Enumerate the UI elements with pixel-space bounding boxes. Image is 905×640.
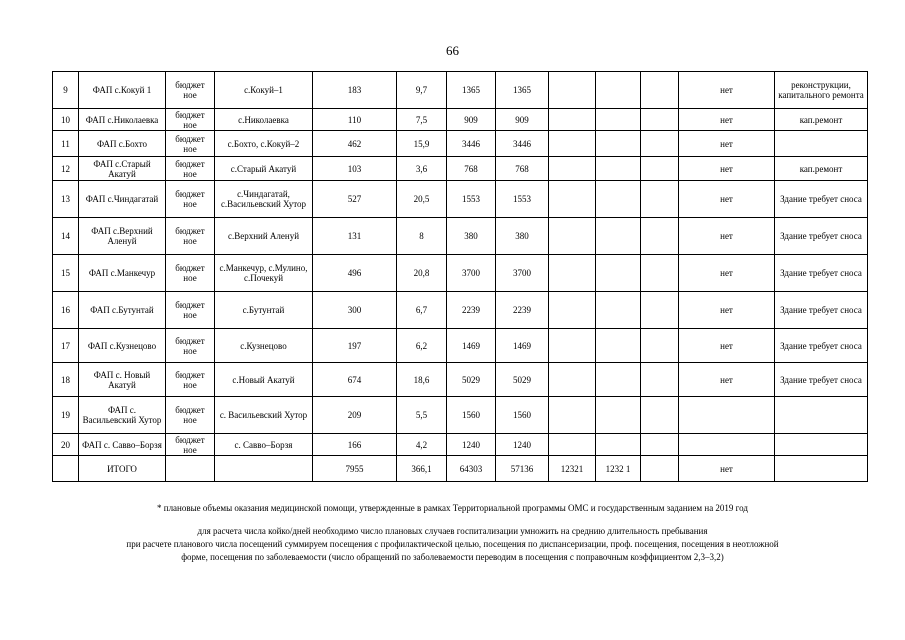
condition-note-cell [775,131,868,157]
budget-type-cell: бюджет ное [166,363,215,397]
indicator-4-cell: 380 [496,218,549,255]
row-number-cell: 10 [53,109,79,131]
indicator-5-cell [549,397,596,434]
indicator-2-cell: 18,6 [397,363,447,397]
table-row [53,157,868,181]
page-number: 66 [446,43,459,58]
table-row [53,181,868,218]
availability-cell: нет [679,131,775,157]
indicator-4-cell: 1553 [496,181,549,218]
total-row [53,456,868,482]
indicator-3-cell: 1560 [447,397,496,434]
budget-type-cell: бюджет ное [166,434,215,456]
row-number-cell: 16 [53,292,79,329]
indicator-5-cell [549,434,596,456]
indicator-6-cell [596,157,641,181]
budget-type-cell: бюджет ное [166,72,215,109]
indicator-3-cell: 1553 [447,181,496,218]
settlement-name-cell: с.Манкечур, с.Мулино, с.Почекуй [215,255,313,292]
population-cell: 527 [313,181,397,218]
settlement-name-cell: с.Бутунтай [215,292,313,329]
budget-type-cell: бюджет ное [166,157,215,181]
indicator-5-cell: 12321 [549,456,596,482]
indicator-5-cell [549,109,596,131]
indicator-5-cell [549,181,596,218]
indicator-2-cell: 6,2 [397,329,447,363]
availability-cell: нет [679,255,775,292]
facility-name-cell: ФАП с.Старый Акатуй [79,157,166,181]
facility-name-cell: ФАП с.Чиндагатай [79,181,166,218]
population-cell: 197 [313,329,397,363]
facility-name-cell: ФАП с.Бутунтай [79,292,166,329]
availability-cell: нет [679,292,775,329]
population-cell: 674 [313,363,397,397]
budget-type-cell: бюджет ное [166,255,215,292]
facility-name-cell: ФАП с.Верхний Аленуй [79,218,166,255]
indicator-3-cell: 2239 [447,292,496,329]
availability-cell: нет [679,181,775,218]
indicator-4-cell: 768 [496,157,549,181]
indicator-3-cell: 1469 [447,329,496,363]
indicator-3-cell: 1240 [447,434,496,456]
indicator-6-cell [596,131,641,157]
facility-name-cell: ИТОГО [79,456,166,482]
indicator-6-cell [596,329,641,363]
availability-cell [679,434,775,456]
budget-type-cell: бюджет ное [166,109,215,131]
indicator-3-cell: 3700 [447,255,496,292]
table-row [53,218,868,255]
indicator-3-cell: 380 [447,218,496,255]
population-cell: 209 [313,397,397,434]
indicator-7-cell [641,397,679,434]
indicator-2-cell: 20,8 [397,255,447,292]
indicator-2-cell: 9,7 [397,72,447,109]
settlement-name-cell [215,456,313,482]
population-cell: 462 [313,131,397,157]
availability-cell: нет [679,157,775,181]
footnote-bed-days: для расчета числа койко/дней необходимо число плановых случаев госпитализации умножить на среднию длительность пребывания [197,526,708,536]
indicator-3-cell: 768 [447,157,496,181]
indicator-5-cell [549,255,596,292]
footnote-planned-volumes: * плановые объемы оказания медицинской помощи, утвержденные в рамках Территориальной программы ОМС и государственным заданием на 2019 год [157,503,748,513]
condition-note-cell [775,397,868,434]
indicator-2-cell: 8 [397,218,447,255]
indicator-3-cell: 5029 [447,363,496,397]
settlement-name-cell: с.Бохто, с.Кокуй–2 [215,131,313,157]
indicator-6-cell [596,397,641,434]
indicator-7-cell [641,255,679,292]
indicator-6-cell [596,434,641,456]
table-row [53,255,868,292]
settlement-name-cell: с. Савво–Борзя [215,434,313,456]
facility-name-cell: ФАП с.Кокуй 1 [79,72,166,109]
condition-note-cell: Здание требует сноса [775,329,868,363]
population-cell: 131 [313,218,397,255]
row-number-cell: 9 [53,72,79,109]
availability-cell: нет [679,363,775,397]
population-cell: 7955 [313,456,397,482]
condition-note-cell [775,456,868,482]
table-row [53,329,868,363]
availability-cell [679,397,775,434]
budget-type-cell: бюджет ное [166,131,215,157]
indicator-6-cell [596,363,641,397]
table-row [53,397,868,434]
settlement-name-cell: с.Кокуй–1 [215,72,313,109]
facility-name-cell: ФАП с.Бохто [79,131,166,157]
indicator-5-cell [549,72,596,109]
indicator-4-cell: 2239 [496,292,549,329]
availability-cell: нет [679,72,775,109]
table-row [53,131,868,157]
indicator-7-cell [641,434,679,456]
population-cell: 183 [313,72,397,109]
budget-type-cell [166,456,215,482]
condition-note-cell [775,434,868,456]
indicator-2-cell: 366,1 [397,456,447,482]
row-number-cell: 14 [53,218,79,255]
indicator-7-cell [641,72,679,109]
row-number-cell: 19 [53,397,79,434]
indicator-7-cell [641,131,679,157]
indicator-4-cell: 3700 [496,255,549,292]
indicator-5-cell [549,218,596,255]
indicator-2-cell: 3,6 [397,157,447,181]
indicator-6-cell [596,181,641,218]
indicator-7-cell [641,157,679,181]
indicator-6-cell [596,109,641,131]
budget-type-cell: бюджет ное [166,397,215,434]
row-number-cell: 15 [53,255,79,292]
availability-cell: нет [679,329,775,363]
indicator-5-cell [549,157,596,181]
indicator-6-cell [596,255,641,292]
row-number-cell [53,456,79,482]
condition-note-cell: кап.ремонт [775,109,868,131]
indicator-7-cell [641,363,679,397]
facility-name-cell: ФАП с.Николаевка [79,109,166,131]
facility-name-cell: ФАП с.Манкечур [79,255,166,292]
condition-note-cell: Здание требует сноса [775,181,868,218]
indicator-3-cell: 1365 [447,72,496,109]
population-cell: 300 [313,292,397,329]
condition-note-cell: Здание требует сноса [775,218,868,255]
indicator-2-cell: 5,5 [397,397,447,434]
indicator-5-cell [549,329,596,363]
budget-type-cell: бюджет ное [166,218,215,255]
indicator-7-cell [641,109,679,131]
condition-note-cell: Здание требует сноса [775,292,868,329]
indicator-7-cell [641,181,679,218]
indicator-4-cell: 1560 [496,397,549,434]
indicator-2-cell: 20,5 [397,181,447,218]
population-cell: 103 [313,157,397,181]
indicator-5-cell [549,363,596,397]
availability-cell: нет [679,456,775,482]
table-row [53,292,868,329]
budget-type-cell: бюджет ное [166,292,215,329]
row-number-cell: 18 [53,363,79,397]
indicator-4-cell: 57136 [496,456,549,482]
budget-type-cell: бюджет ное [166,181,215,218]
facility-name-cell: ФАП с. Савво–Борзя [79,434,166,456]
indicator-4-cell: 3446 [496,131,549,157]
indicator-4-cell: 909 [496,109,549,131]
indicator-2-cell: 7,5 [397,109,447,131]
table-row [53,363,868,397]
indicator-7-cell [641,329,679,363]
budget-type-cell: бюджет ное [166,329,215,363]
population-cell: 110 [313,109,397,131]
indicator-7-cell [641,218,679,255]
indicator-6-cell [596,72,641,109]
table-row [53,72,868,109]
indicator-7-cell [641,456,679,482]
settlement-name-cell: с.Старый Акатуй [215,157,313,181]
row-number-cell: 11 [53,131,79,157]
population-cell: 166 [313,434,397,456]
indicator-4-cell: 1240 [496,434,549,456]
indicator-6-cell: 1232 1 [596,456,641,482]
row-number-cell: 12 [53,157,79,181]
indicator-5-cell [549,131,596,157]
indicator-3-cell: 909 [447,109,496,131]
population-cell: 496 [313,255,397,292]
facility-name-cell: ФАП с. Новый Акатуй [79,363,166,397]
table-row [53,109,868,131]
settlement-name-cell: с.Николаевка [215,109,313,131]
settlement-name-cell: с.Верхний Аленуй [215,218,313,255]
footnote-visits: при расчете планового числа посещений суммируем посещения с профилактической целью, посещения по диспансеризации, проф. посещения, посещения в неотложной [126,539,779,549]
facility-name-cell: ФАП с.Кузнецово [79,329,166,363]
indicator-3-cell: 64303 [447,456,496,482]
row-number-cell: 13 [53,181,79,218]
facilities-table [52,71,868,482]
indicator-4-cell: 5029 [496,363,549,397]
footnote-calculations [0,525,905,564]
indicator-2-cell: 6,7 [397,292,447,329]
indicator-2-cell: 15,9 [397,131,447,157]
availability-cell: нет [679,218,775,255]
availability-cell: нет [679,109,775,131]
condition-note-cell: кап.ремонт [775,157,868,181]
settlement-name-cell: с.Чиндагатай, с.Васильевский Хутор [215,181,313,218]
condition-note-cell: Здание требует сноса [775,363,868,397]
row-number-cell: 20 [53,434,79,456]
indicator-7-cell [641,292,679,329]
settlement-name-cell: с.Новый Акатуй [215,363,313,397]
settlement-name-cell: с.Кузнецово [215,329,313,363]
settlement-name-cell: с. Васильевский Хутор [215,397,313,434]
condition-note-cell: реконструкции, капитального ремонта [775,72,868,109]
condition-note-cell: Здание требует сноса [775,255,868,292]
facility-name-cell: ФАП с. Васильевский Хутор [79,397,166,434]
footnote-visits-cont: форме, посещения по заболеваемости (число обращений по заболеваемости переводим в посещения с поправочным коэффициентом 2,3–3,2) [181,552,724,562]
indicator-2-cell: 4,2 [397,434,447,456]
indicator-6-cell [596,292,641,329]
indicator-4-cell: 1469 [496,329,549,363]
indicator-4-cell: 1365 [496,72,549,109]
indicator-6-cell [596,218,641,255]
indicator-5-cell [549,292,596,329]
table-row [53,434,868,456]
row-number-cell: 17 [53,329,79,363]
indicator-3-cell: 3446 [447,131,496,157]
